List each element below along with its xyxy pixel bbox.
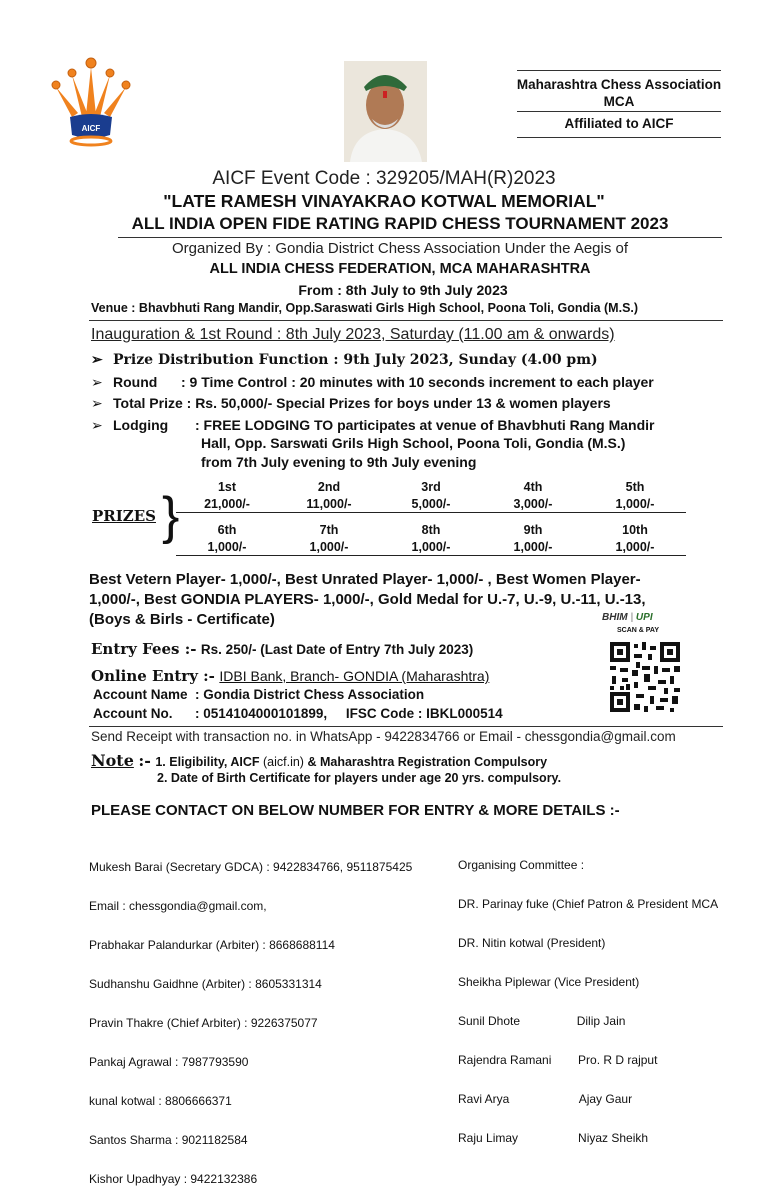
prize-value: 3,000/- [482, 495, 584, 513]
rank-label: 7th [319, 522, 339, 537]
association-abbr: MCA [603, 94, 635, 109]
payment-badge: BHIM | UPI SCAN & PAY [596, 610, 700, 726]
online-entry-row [91, 667, 489, 686]
rank-label: 8th [421, 522, 441, 537]
committee-member: DR. Nitin kotwal (President) [458, 936, 606, 950]
contact-line: Pankaj Agrawal : 7987793590 [89, 1055, 249, 1069]
account-number: Account No. : 0514104000101899, IFSC Code : IBKL000514 [93, 706, 503, 721]
contact-line: kunal kotwal : 8806666371 [89, 1094, 232, 1108]
aicf-logo [48, 55, 134, 150]
contact-line: Sudhanshu Gaidhne (Arbiter) : 8605331314 [89, 977, 322, 991]
event-code: AICF Event Code : 329205/MAH(R)2023 [212, 168, 556, 189]
arrow-icon: ➢ [91, 352, 103, 368]
note-line2: 2. Date of Birth Certificate for players under age 20 yrs. compulsory. [157, 771, 562, 785]
prize-value: 1,000/- [278, 538, 380, 556]
note-label: Note [91, 751, 134, 770]
prize-value: 5,000/- [380, 495, 482, 513]
lodging-row [91, 417, 654, 434]
scan-pay-label: SCAN & PAY [616, 627, 659, 634]
contact-line: Prabhakar Palandurkar (Arbiter) : 8668688114 [89, 938, 335, 952]
qr-code-icon [608, 640, 682, 714]
total-prize-row [91, 395, 611, 412]
prize-value: 1,000/- [584, 538, 686, 556]
logo-text: AICF [81, 124, 101, 133]
rank-label: 4th [523, 479, 543, 494]
round-row [91, 374, 654, 391]
contact-heading: PLEASE CONTACT ON BELOW NUMBER FOR ENTRY & MORE DETAILS :- [91, 802, 620, 819]
note-separator: :- [138, 751, 151, 770]
association-name: Maharashtra Chess Association [516, 77, 722, 92]
contact-line: Email : chessgondia@gmail.com, [89, 899, 267, 913]
lodging-line1: : FREE LODGING TO participates at venue of Bhavbhuti Rang Mandir [195, 417, 655, 433]
rank-label: 3rd [421, 479, 441, 494]
lodging-label: Lodging [113, 417, 169, 433]
prize-value: 11,000/- [278, 495, 380, 513]
upi-logo: UPI [635, 612, 653, 623]
committee-list [458, 833, 718, 1158]
prize-function: Prize Distribution Function : 9th July 2023, Sunday (4.00 pm) [113, 352, 598, 368]
event-dates: From : 8th July to 9th July 2023 [298, 282, 508, 298]
arrow-icon: ➢ [91, 374, 103, 390]
note-line1-post: & Maharashtra Registration Compulsory [307, 755, 548, 769]
inauguration: Inauguration & 1st Round : 8th July 2023, Saturday (11.00 am & onwards) [91, 326, 615, 343]
rank-label: 9th [523, 522, 543, 537]
contact-line: Mukesh Barai (Secretary GDCA) : 9422834766, 9511875425 [89, 860, 413, 874]
contacts-list [89, 835, 412, 1199]
prize-value: 1,000/- [482, 538, 584, 556]
affiliation: Affiliated to AICF [564, 116, 674, 131]
rank-label: 1st [217, 479, 237, 494]
special-prizes [89, 570, 646, 630]
round-label: Round [113, 374, 158, 390]
entry-fees-value: Rs. 250/- (Last Date of Entry 7th July 2023) [200, 642, 474, 657]
note-row [91, 751, 547, 771]
tournament-title: ALL INDIA OPEN FIDE RATING RAPID CHESS TOURNAMENT 2023 [131, 214, 669, 233]
prize-value: 1,000/- [584, 495, 686, 513]
federation: ALL INDIA CHESS FEDERATION, MCA MAHARASHTRA [209, 261, 591, 277]
bhim-logo: BHIM [602, 612, 628, 623]
committee-member: Raju Limay Niyaz Sheikh [458, 1131, 649, 1145]
committee-title: Organising Committee : [458, 858, 585, 872]
prize-value: 1,000/- [176, 538, 278, 556]
committee-member: Rajendra Ramani Pro. R D rajput [458, 1053, 658, 1067]
entry-fees-row [91, 640, 473, 659]
rank-label: 6th [217, 522, 237, 537]
committee-member: Ravi Arya Ajay Gaur [458, 1092, 633, 1106]
round-value: : 9 Time Control : 20 minutes with 10 seconds increment to each player [181, 374, 654, 390]
account-name: Account Name : Gondia District Chess Association [93, 687, 425, 702]
entry-fees-label: Entry Fees :- [91, 640, 197, 658]
crown-icon [48, 55, 134, 150]
brace-icon: } [162, 487, 180, 545]
contact-line: Kishor Upadhyay : 9422132386 [89, 1172, 258, 1186]
contact-line: Santos Sharma : 9021182584 [89, 1133, 248, 1147]
committee-member: Sheikha Piplewar (Vice President) [458, 975, 640, 989]
receipt-instructions: Send Receipt with transaction no. in WhatsApp - 9422834766 or Email - chessgondia@gmail.com [91, 729, 676, 744]
lodging-line3: from 7th July evening to 9th July evening [201, 454, 477, 470]
prize-function-row [91, 352, 598, 368]
committee-member: DR. Parinay fuke (Chief Patron & President MCA [458, 897, 719, 911]
memorial-portrait [344, 61, 427, 162]
memorial-title: "LATE RAMESH VINAYAKRAO KOTWAL MEMORIAL" [163, 191, 605, 211]
rank-label: 2nd [317, 479, 341, 494]
prize-value: 1,000/- [380, 538, 482, 556]
organized-by: Organized By : Gondia District Chess Association Under the Aegis of [171, 240, 629, 257]
committee-member: Sunil Dhote Dilip Jain [458, 1014, 626, 1028]
note-line1-link: (aicf.in) [259, 755, 308, 769]
special-prizes-line2: 1,000/-, Best GONDIA PLAYERS- 1,000/-, Gold Medal for U.-7, U.-9, U.-11, U.-13, [89, 591, 646, 608]
prizes-label: PRIZES [92, 507, 156, 525]
bank-name: IDBI Bank, Branch- GONDIA (Maharashtra) [219, 668, 490, 684]
total-prize: Total Prize : Rs. 50,000/- Special Prizes for boys under 13 & women players [113, 395, 611, 411]
arrow-icon: ➢ [91, 417, 103, 433]
online-entry-label: Online Entry :- [91, 667, 215, 685]
lodging-line2: Hall, Opp. Sarswati Grils High School, Poona Toli, Gondia (M.S.) [201, 435, 626, 451]
special-prizes-line1: Best Vetern Player- 1,000/-, Best Unrated Player- 1,000/- , Best Women Player- [89, 571, 641, 588]
rank-label: 5th [625, 479, 645, 494]
note-line1-pre: 1. Eligibility, AICF [155, 755, 260, 769]
prize-value: 21,000/- [176, 495, 278, 513]
special-prizes-line3: (Boys & Birls - Certificate) [89, 611, 275, 628]
venue: Venue : Bhavbhuti Rang Mandir, Opp.Saraswati Girls High School, Poona Toli, Gondia (M.S.) [91, 301, 639, 315]
arrow-icon: ➢ [91, 395, 103, 411]
rank-label: 10th [622, 522, 648, 537]
contact-line: Pravin Thakre (Chief Arbiter) : 9226375077 [89, 1016, 318, 1030]
prizes-table [176, 478, 686, 556]
